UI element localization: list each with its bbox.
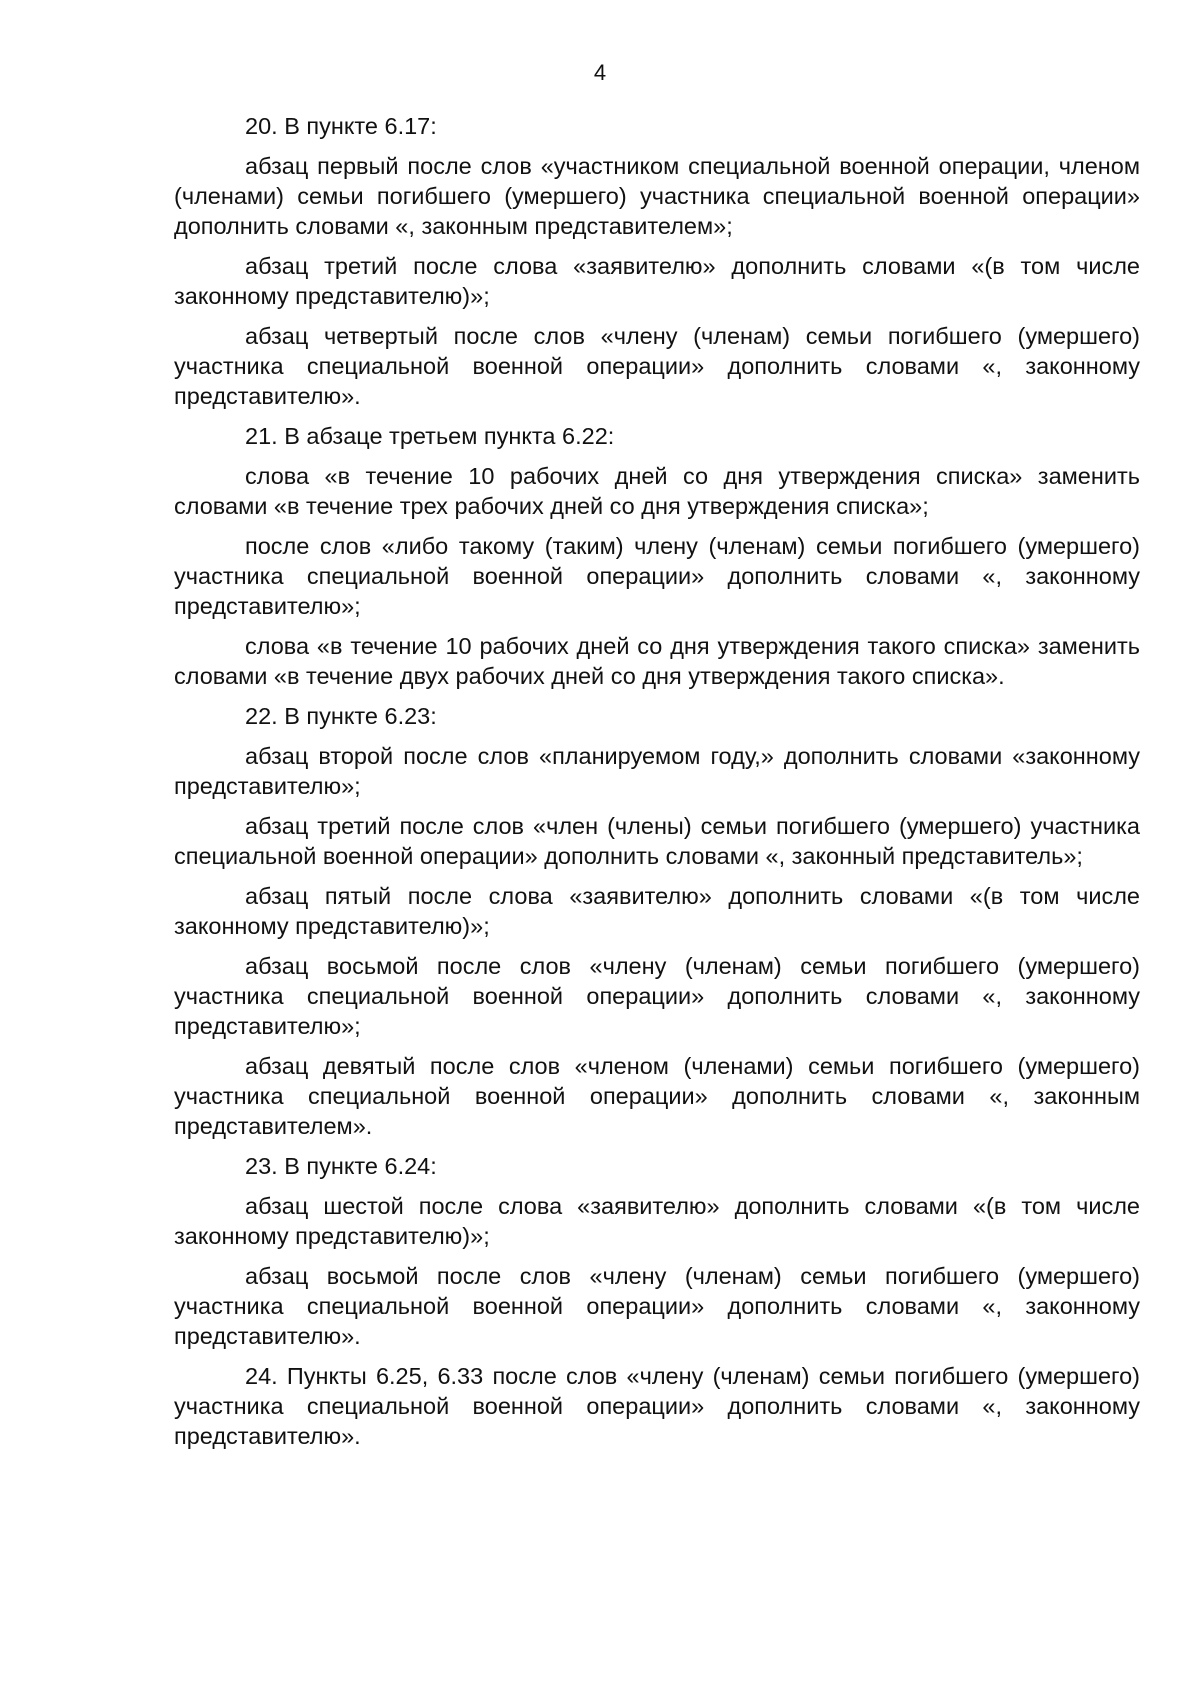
section-heading-21: 21. В абзаце третьем пункта 6.22: — [245, 423, 615, 449]
paragraph: абзац третий после слов «член (члены) семьи погибшего (умершего) участника специальной военной операции» дополнить словами «, законный представитель»; — [174, 813, 1140, 869]
section-paragraph-24: 24. Пункты 6.25, 6.33 после слов «члену (членам) семьи погибшего (умершего) участника специальной военной операции» дополнить словами «, законному представителю». — [174, 1363, 1140, 1449]
paragraph: абзац третий после слова «заявителю» дополнить словами «(в том числе законному представителю)»; — [174, 253, 1140, 309]
section-heading-20: 20. В пункте 6.17: — [245, 113, 437, 139]
paragraph: после слов «либо такому (таким) члену (членам) семьи погибшего (умершего) участника специальной военной операции» дополнить словами «, законному представителю»; — [174, 533, 1140, 619]
section-heading-23: 23. В пункте 6.24: — [245, 1153, 437, 1179]
paragraph: абзац восьмой после слов «члену (членам) семьи погибшего (умершего) участника специальной военной операции» дополнить словами «, законному представителю»; — [174, 953, 1140, 1039]
paragraph: абзац первый после слов «участником специальной военной операции, членом (членами) семьи погибшего (умершего) участника специальной военной операции» дополнить словами «, законным представителем»; — [174, 153, 1140, 239]
page-number: 4 — [593, 60, 607, 85]
paragraph: абзац пятый после слова «заявителю» дополнить словами «(в том числе законному представителю)»; — [174, 883, 1140, 939]
paragraph: абзац четвертый после слов «члену (членам) семьи погибшего (умершего) участника специальной военной операции» дополнить словами «, законному представителю». — [174, 323, 1140, 409]
paragraph: абзац восьмой после слов «члену (членам) семьи погибшего (умершего) участника специальной военной операции» дополнить словами «, законному представителю». — [174, 1263, 1140, 1349]
section-heading-22: 22. В пункте 6.23: — [245, 703, 437, 729]
paragraph: абзац девятый после слов «членом (членами) семьи погибшего (умершего) участника специальной военной операции» дополнить словами «, законным представителем». — [174, 1053, 1140, 1139]
paragraph: слова «в течение 10 рабочих дней со дня утверждения такого списка» заменить словами «в течение двух рабочих дней со дня утверждения такого списка». — [174, 633, 1140, 689]
paragraph: абзац второй после слов «планируемом году,» дополнить словами «законному представителю»; — [174, 743, 1140, 799]
paragraph: слова «в течение 10 рабочих дней со дня утверждения списка» заменить словами «в течение трех рабочих дней со дня утверждения списка»; — [174, 463, 1140, 519]
document-body — [174, 111, 1140, 1461]
paragraph: абзац шестой после слова «заявителю» дополнить словами «(в том числе законному представителю)»; — [174, 1193, 1140, 1249]
